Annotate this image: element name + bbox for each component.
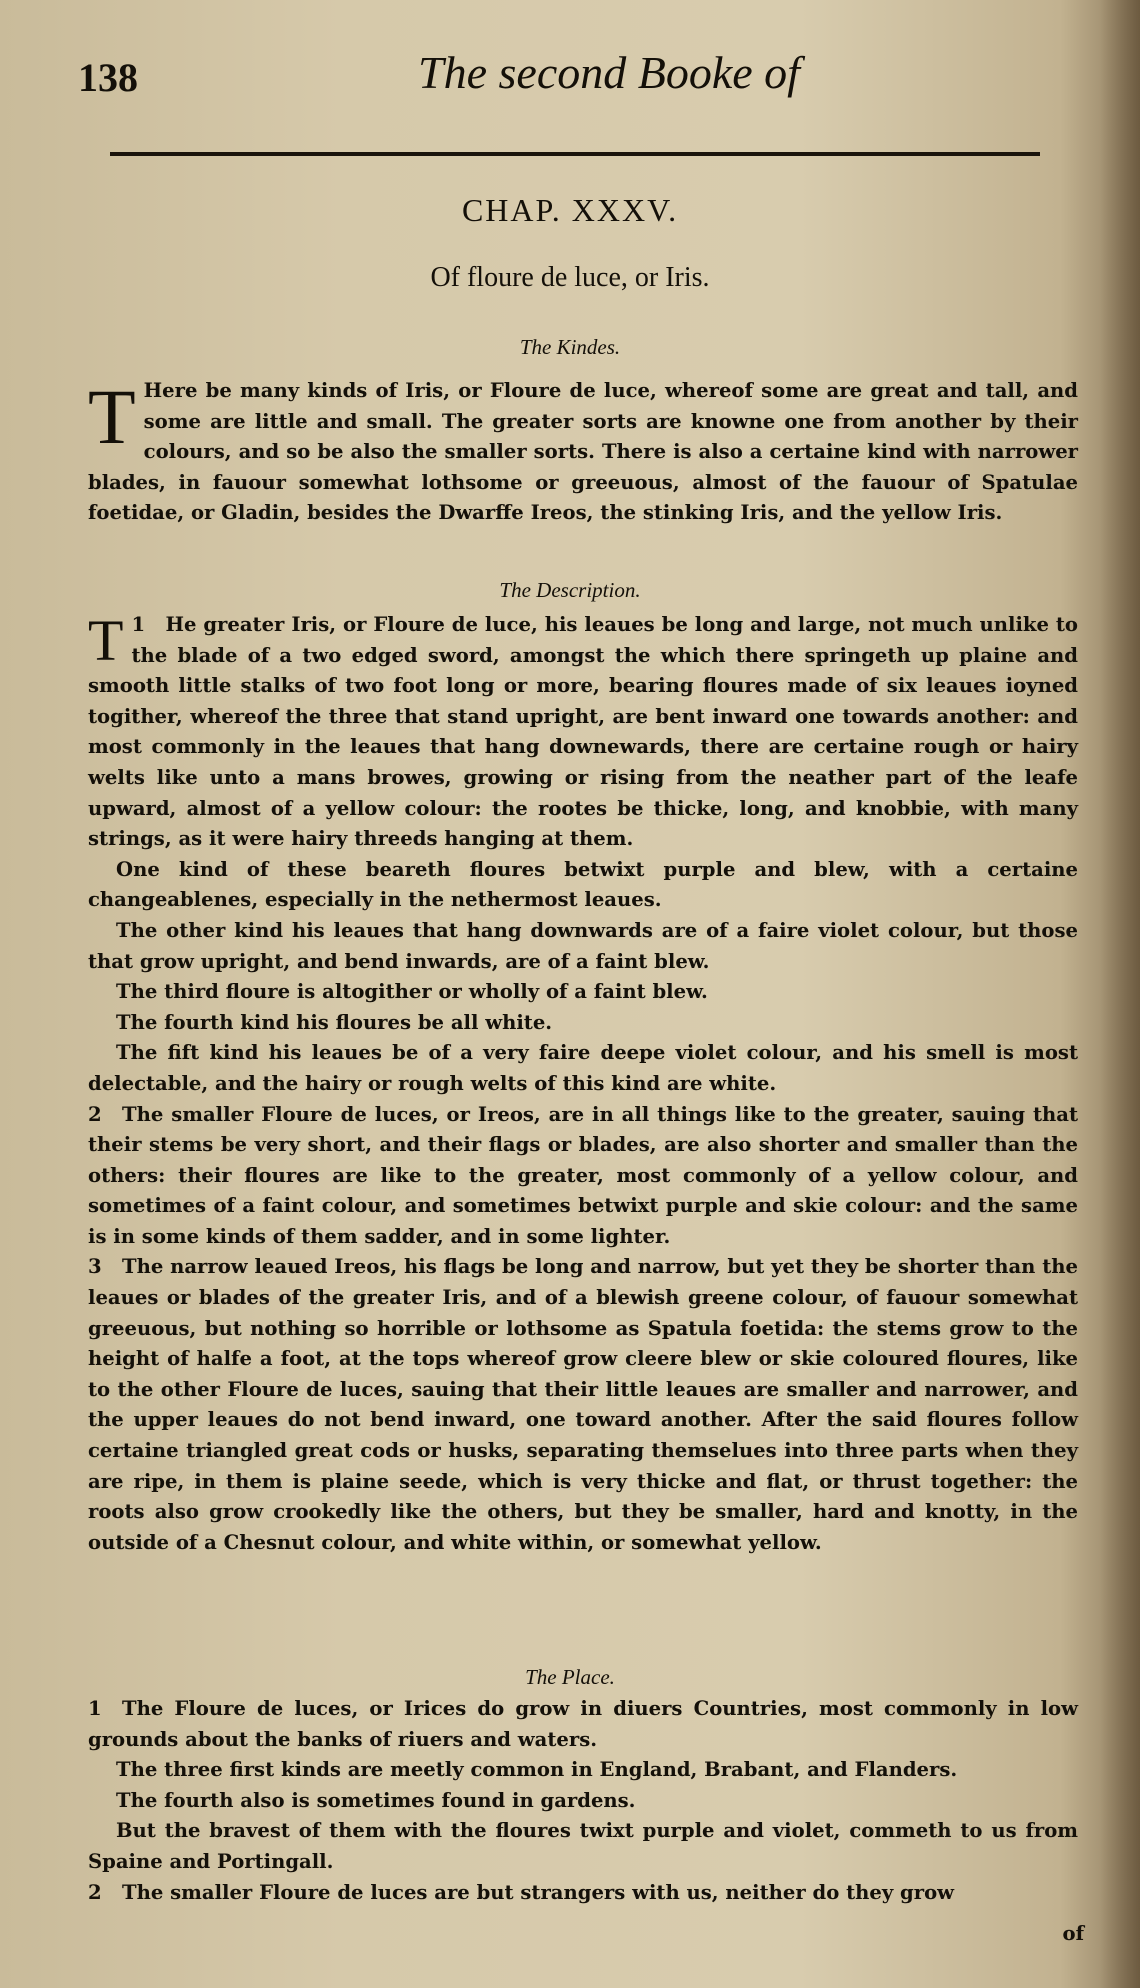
paragraph-bravest: But the bravest of them with the floures twixt purple and violet, commeth to us from Spaine and Portingall.	[88, 1819, 1078, 1873]
running-head	[78, 46, 1050, 106]
paragraph-description-2	[88, 1100, 1078, 1253]
paragraph-text: Here be many kinds of Iris, or Floure de luce, whereof some are great and tall, and some are little and small. The greater sorts are knowne one from another by their colours, and so be also the smaller sorts. There is also a certaine kind with narrower blades, in fauour somewhat lothsome or greeuous, almost of the fauour of Spatulae foetidae, or Gladin, besides the Dwarffe Ireos, the stinking Iris, and the yellow Iris.	[88, 379, 1078, 525]
paragraph-fourth-kind: The fourth kind his floures be all white.	[116, 1010, 553, 1034]
paragraph-text: The Floure de luces, or Irices do grow in diuers Countries, most commonly in low grounds about the banks of riuers and waters.	[88, 1697, 1078, 1751]
drop-cap: T	[88, 373, 136, 460]
section-description	[88, 610, 1078, 1558]
paragraph-kindes	[88, 373, 1078, 529]
chapter-title: Of floure de luce, or Iris.	[430, 262, 710, 293]
paragraph-number: 3	[88, 1255, 102, 1279]
paragraph-number: 2	[88, 1102, 102, 1126]
paragraph-text: He greater Iris, or Floure de luce, his leaues be long and large, not much unlike to the blade of a two edged sword, amongst the which there springeth up plaine and smooth little stalks of two foot long or more, bearing floures made of six leaues ioyned togither, whereof the three that stand upright, are bent inward one towards another: and most commonly in the leaues that hang downewards, there are certaine rough or hairy welts like unto a mans browes, growing or rising from the neather part of the leafe upward, almost of a yellow colour: the rootes be thicke, long, and knobbie, with many strings, as it were hairy threeds hanging at them.	[88, 613, 1078, 851]
paragraph-number: 1	[131, 613, 146, 636]
paragraph-description-3	[88, 1252, 1078, 1558]
paragraph-number: 1	[88, 1697, 102, 1720]
running-title: The second Booke of	[418, 47, 800, 98]
paragraph-other-kind: The other kind his leaues that hang downwards are of a faire violet colour, but those that grow upright, and bend inwards, are of a faint blew.	[88, 918, 1078, 973]
paragraph-text: The smaller Floure de luces, or Ireos, are in all things like to the greater, sauing that their stems be very short, and their flags or blades, are also shorter and smaller than the others: their floures are like to the greater, most commonly of a yellow colour, and sometimes of a faint colour, and sometimes betwixt purple and skie colour: and the same is in some kinds of them sadder, and in some lighter.	[88, 1102, 1078, 1248]
paragraph-three-first-kinds: The three first kinds are meetly common in England, Brabant, and Flanders.	[116, 1758, 958, 1782]
paragraph-place-1	[88, 1694, 1078, 1755]
paragraph-fift-kind: The fift kind his leaues be of a very faire deepe violet colour, and his smell is most delectable, and the hairy or rough welts of this kind are white.	[88, 1041, 1078, 1095]
paragraph-fourth-in-gardens: The fourth also is sometimes found in gardens.	[116, 1788, 636, 1812]
catchword: of	[1062, 1922, 1084, 1945]
section-kindes	[88, 373, 1078, 529]
chapter-number: CHAP. XXXV.	[461, 192, 679, 228]
paragraph-one-kind: One kind of these beareth floures betwixt purple and blew, with a certaine changeablenes, especially in the nethermost leaues.	[88, 857, 1078, 912]
section-heading-kindes: The Kindes.	[519, 335, 621, 359]
paragraph-third-floure: The third floure is altogither or wholly of a faint blew.	[116, 980, 708, 1004]
paragraph-text: The narrow leaued Ireos, his flags be long and narrow, but yet they be shorter than the leaues or blades of the greater Iris, and of a blewish greene colour, of fauour somewhat greeuous, but nothing so horrible or lothsome as Spatula foetida: the stems grow to the height of halfe a foot, at the tops whereof grow cleere blew or skie coloured floures, like to the other Floure de luces, sauing that their little leaues are smaller and narrower, and the upper leaues do not bend inward, one toward another. After the said floures follow certaine triangled great cods or husks, separating themselues into three parts when they are ripe, in them is plaine seede, which is very thicke and flat, or thrust together: the roots also grow crookedly like the others, but they be smaller, hard and knotty, in the outside of a Chesnut colour, and white within, or somewhat yellow.	[88, 1255, 1078, 1554]
paragraph-description-1	[88, 610, 1078, 855]
section-place	[88, 1694, 1078, 1908]
paragraph-place-2	[88, 1878, 1078, 1909]
page-number: 138	[78, 55, 138, 100]
paragraph-number: 2	[88, 1880, 102, 1904]
header-rule	[110, 152, 1040, 156]
paragraph-text: The smaller Floure de luces are but strangers with us, neither do they grow	[122, 1880, 955, 1904]
drop-cap: T	[88, 608, 124, 673]
section-heading-place: The Place.	[525, 1665, 615, 1689]
section-heading-description: The Description.	[499, 578, 641, 602]
